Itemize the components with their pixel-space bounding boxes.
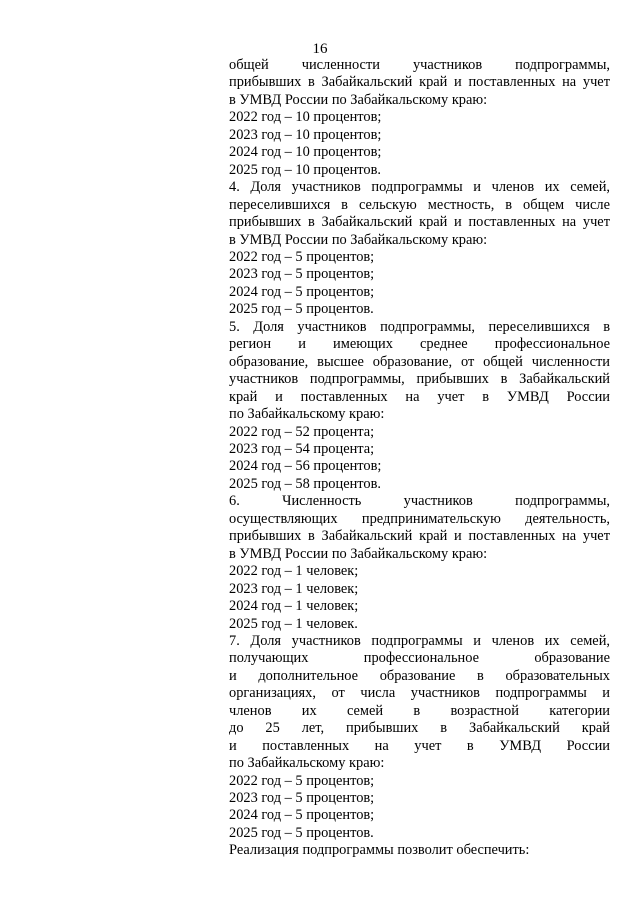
text-line: получающих профессиональное образование bbox=[229, 650, 610, 667]
text-line: членов их семей в возрастной категории bbox=[229, 702, 610, 719]
text-line: край и поставленных на учет в УМВД России bbox=[229, 388, 610, 405]
text-line: прибывших в Забайкальский край и поставленных на учет bbox=[229, 528, 610, 545]
year-line: 2025 год – 5 процентов. bbox=[229, 824, 374, 841]
text-line: в УМВД России по Забайкальскому краю: bbox=[229, 545, 488, 562]
year-line: 2024 год – 10 процентов; bbox=[229, 144, 382, 161]
document-body bbox=[229, 57, 610, 860]
text-line: прибывших в Забайкальский край и поставленных на учет bbox=[229, 74, 610, 91]
text-line: участников подпрограммы, прибывших в Забайкальский bbox=[229, 371, 610, 388]
year-line: 2025 год – 10 процентов. bbox=[229, 161, 381, 178]
text-line: осуществляющих предпринимательскую деятельность, bbox=[229, 510, 610, 527]
year-line: 2022 год – 5 процентов; bbox=[229, 248, 375, 265]
item-6-years-list bbox=[229, 563, 610, 633]
item-5-years-list bbox=[229, 424, 610, 494]
text-line: в УМВД России по Забайкальскому краю: bbox=[229, 231, 488, 248]
year-line: 2022 год – 1 человек; bbox=[229, 563, 359, 580]
item-6-paragraph bbox=[229, 493, 610, 563]
text-line: организациях, от числа участников подпрограммы и bbox=[229, 685, 610, 702]
year-line: 2024 год – 5 процентов; bbox=[229, 283, 375, 300]
text-line: и поставленных на учет в УМВД России bbox=[229, 737, 610, 754]
item-7-paragraph bbox=[229, 633, 610, 773]
text-line: регион и имеющих среднее профессиональное bbox=[229, 336, 610, 353]
text-line: 5. Доля участников подпрограммы, переселившихся в bbox=[229, 318, 610, 335]
year-line: 2023 год – 10 процентов; bbox=[229, 126, 382, 143]
year-line: 2024 год – 56 процентов; bbox=[229, 458, 382, 475]
year-line: 2024 год – 1 человек; bbox=[229, 598, 359, 615]
text-line: переселившихся в сельскую местность, в общем числе bbox=[229, 196, 610, 213]
item-4-years-list bbox=[229, 249, 610, 319]
intro-paragraph bbox=[229, 57, 610, 109]
item-5-paragraph bbox=[229, 319, 610, 424]
year-line: 2022 год – 10 процентов; bbox=[229, 109, 382, 126]
year-line: 2023 год – 5 процентов; bbox=[229, 266, 375, 283]
text-line: 4. Доля участников подпрограммы и членов их семей, bbox=[229, 179, 610, 196]
text-line: в УМВД России по Забайкальскому краю: bbox=[229, 91, 488, 108]
item-7-years-list bbox=[229, 773, 610, 843]
text-line: до 25 лет, прибывших в Забайкальский край bbox=[229, 720, 610, 737]
year-line: 2025 год – 5 процентов. bbox=[229, 301, 374, 318]
year-line: 2023 год – 5 процентов; bbox=[229, 790, 375, 807]
text-line: 7. Доля участников подпрограммы и членов их семей, bbox=[229, 632, 610, 649]
item-4-paragraph bbox=[229, 179, 610, 249]
text-line: по Забайкальскому краю: bbox=[229, 406, 385, 423]
year-line: 2025 год – 58 процентов. bbox=[229, 475, 381, 492]
year-line: 2022 год – 5 процентов; bbox=[229, 772, 375, 789]
year-line: 2023 год – 1 человек; bbox=[229, 580, 359, 597]
text-line: прибывших в Забайкальский край и поставленных на учет bbox=[229, 214, 610, 231]
text-line: 6. Численность участников подпрограммы, bbox=[229, 493, 610, 510]
text-line: общей численности участников подпрограммы, bbox=[229, 57, 610, 73]
text-line: и дополнительное образование в образовательных bbox=[229, 667, 610, 684]
text-line: образование, высшее образование, от общей численности bbox=[229, 353, 610, 370]
year-line: 2024 год – 5 процентов; bbox=[229, 807, 375, 824]
page-number: 16 bbox=[312, 41, 328, 57]
intro-years-list bbox=[229, 109, 610, 179]
text-line: по Забайкальскому краю: bbox=[229, 755, 385, 772]
year-line: 2022 год – 52 процента; bbox=[229, 423, 375, 440]
year-line: 2025 год – 1 человек. bbox=[229, 615, 358, 632]
closing-line: Реализация подпрограммы позволит обеспечить: bbox=[229, 842, 530, 859]
year-line: 2023 год – 54 процента; bbox=[229, 440, 375, 457]
